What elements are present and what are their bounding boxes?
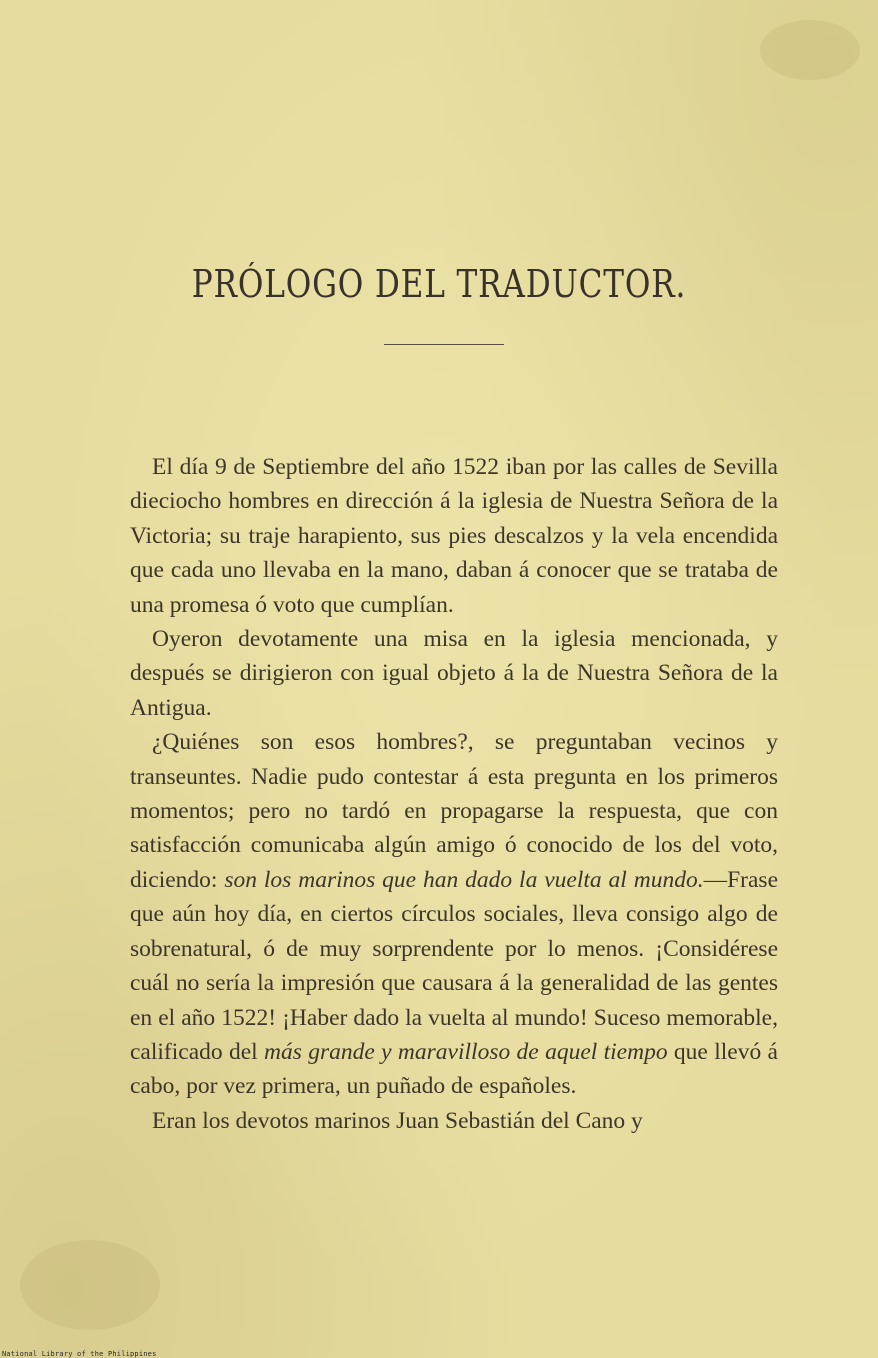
paper-stain bbox=[20, 1240, 160, 1330]
title-divider bbox=[384, 344, 504, 345]
paragraph-3-text: —Frase que aún hoy día, en ciertos círculos sociales, lleva consigo algo de sobrenatural, ó de muy sorprendente por lo menos. ¡Considérese cuál no sería la impresión que causara á la generalidad de las gentes en el año 1522! ¡Haber dado la vuelta al mundo! Suceso memorable, calificado del bbox=[130, 866, 778, 1065]
paragraph-3 bbox=[130, 725, 778, 1103]
paragraph-3-text: que llevó á cabo, por vez primera, un puñado de españoles. bbox=[130, 1038, 778, 1100]
paragraph-3-italic-quote: son los marinos que han dado la vuelta al mundo. bbox=[224, 866, 704, 893]
page-title: PRÓLOGO DEL TRADUCTOR. bbox=[191, 262, 687, 306]
paragraph-3-italic-phrase: más grande y maravilloso de aquel tiempo bbox=[264, 1038, 668, 1065]
paragraph-2-text: Oyeron devotamente una misa en la iglesia mencionada, y después se dirigieron con igual objeto á la de Nuestra Señora de la Antigua. bbox=[130, 626, 778, 721]
paragraph-4 bbox=[130, 1104, 778, 1138]
paragraph-2 bbox=[130, 622, 778, 725]
paragraph-1-text: El día 9 de Septiembre del año 1522 iban por las calles de Sevilla dieciocho hombres en dirección á la iglesia de Nuestra Señora de la Victoria; su traje harapiento, sus pies descalzos y la vela encendida que cada uno llevaba en la mano, daban á conocer que se trataba de una promesa ó voto que cumplían. bbox=[130, 454, 778, 618]
paragraph-1 bbox=[130, 450, 778, 622]
paragraph-4-text: Eran los devotos marinos Juan Sebastián del Cano y bbox=[152, 1107, 643, 1134]
body-text bbox=[130, 450, 778, 1138]
library-credit: National Library of the Philippines bbox=[2, 1350, 157, 1358]
paper-stain bbox=[760, 20, 860, 80]
paragraph-3-text: ¿Quiénes son esos hombres?, se preguntaban vecinos y transeuntes. Nadie pudo contestar á esta pregunta en los primeros momentos; pero no tardó en propagarse la respuesta, que con satisfacción comunicaba algún amigo ó conocido de los del voto, diciendo: bbox=[130, 729, 778, 893]
